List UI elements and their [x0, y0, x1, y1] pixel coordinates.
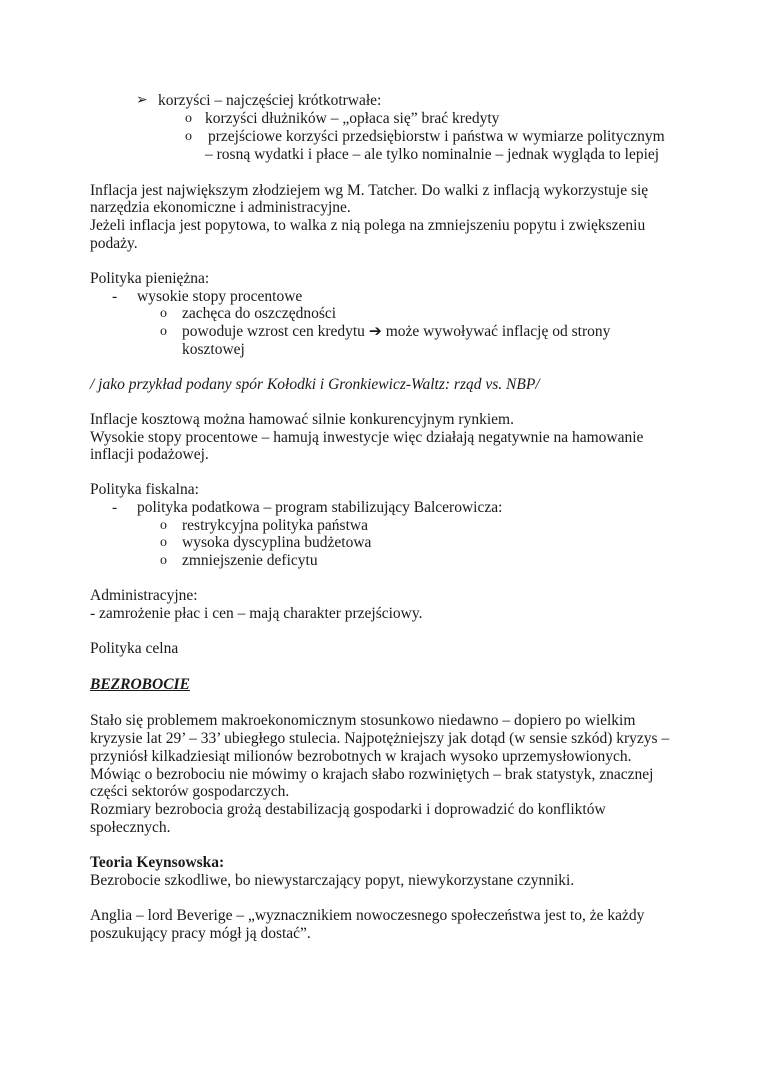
- sub-bullet-text-cont: – rosną wydatki i płace – ale tylko nominalnie – jednak wygląda to lepiej: [205, 146, 660, 163]
- sub-bullet-text: zachęca do oszczędności: [182, 305, 337, 322]
- section-title: Polityka fiskalna:: [90, 481, 199, 498]
- arrow-bullet-icon: ➢: [136, 93, 148, 108]
- sub-bullet-text: zmniejszenie deficytu: [182, 552, 318, 569]
- paragraph-line: inflacji podażowej.: [90, 446, 209, 463]
- right-arrow-icon: ➔: [368, 323, 382, 340]
- circle-bullet-icon: o: [185, 111, 192, 126]
- sub-bullet-text: restrykcyjna polityka państwa: [182, 517, 368, 534]
- paragraph-line: społecznych.: [90, 819, 171, 836]
- sub-bullet-text: [182, 323, 610, 341]
- list-item-text: wysokie stopy procentowe: [137, 288, 303, 305]
- paragraph-line: przyniósł kilkadziesiąt milionów bezrobotnych w krajach wysoko uprzemysłowionych.: [90, 748, 632, 765]
- heading-bezrobocie: BEZROBOCIE: [90, 676, 190, 693]
- circle-bullet-icon: o: [160, 324, 167, 339]
- section-title: Polityka celna: [90, 640, 179, 657]
- paragraph-line: Anglia – lord Beverige – „wyznacznikiem nowoczesnego społeczeństwa jest to, że każdy: [90, 907, 645, 924]
- dash-bullet-icon: -: [112, 288, 118, 305]
- example-note: / jako przykład podany spór Kołodki i Gronkiewicz-Waltz: rząd vs. NBP/: [90, 376, 540, 393]
- circle-bullet-icon: o: [160, 518, 167, 533]
- paragraph-line: Jeżeli inflacja jest popytowa, to walka z nią polega na zmniejszeniu popytu i zwiększeniu: [90, 217, 646, 234]
- sub-bullet-text: przejściowe korzyści przedsiębiorstw i państwa w wymiarze politycznym: [208, 128, 665, 145]
- circle-bullet-icon: o: [160, 306, 167, 321]
- paragraph-line: Wysokie stopy procentowe – hamują inwestycje więc działają negatywnie na hamowanie: [90, 429, 644, 446]
- paragraph-line: Mówiąc o bezrobociu nie mówimy o krajach słabo rozwiniętych – brak statystyk, znacznej: [90, 766, 654, 783]
- main-bullet-text: korzyści – najczęściej krótkotrwałe:: [158, 92, 382, 109]
- paragraph-line: Stało się problemem makroekonomicznym stosunkowo niedawno – dopiero po wielkim: [90, 712, 636, 729]
- paragraph-line: narzędzia ekonomiczne i administracyjne.: [90, 199, 351, 216]
- dash-bullet-icon: -: [112, 499, 118, 516]
- list-item-text: polityka podatkowa – program stabilizujący Balcerowicza:: [137, 499, 503, 516]
- section-title-bold: Teoria Keynsowska:: [90, 854, 225, 871]
- section-title: Administracyjne:: [90, 587, 198, 604]
- paragraph-line: poszukujący pracy mógł ją dostać”.: [90, 925, 311, 942]
- paragraph-line: Bezrobocie szkodliwe, bo niewystarczający popyt, niewykorzystane czynniki.: [90, 872, 575, 889]
- paragraph-line: podaży.: [90, 235, 138, 252]
- paragraph-line: części sektorów gospodarczych.: [90, 783, 290, 800]
- paragraph-line: Rozmiary bezrobocia grożą destabilizacją gospodarki i doprowadzić do konfliktów: [90, 801, 606, 818]
- paragraph-line: kryzysie lat 29’ – 33’ ubiegłego stulecia. Najpotężniejszy jak dotąd (w sensie szkód) kryzys –: [90, 730, 670, 747]
- sub-bullet-text-part: powoduje wzrost cen kredytu: [182, 323, 365, 340]
- paragraph-line: - zamrożenie płac i cen – mają charakter przejściowy.: [90, 605, 423, 622]
- circle-bullet-icon: o: [160, 535, 167, 550]
- section-title: Polityka pieniężna:: [90, 270, 210, 287]
- sub-bullet-text: wysoka dyscyplina budżetowa: [182, 534, 372, 551]
- circle-bullet-icon: o: [160, 553, 167, 568]
- paragraph-line: Inflacja jest największym złodziejem wg M. Tatcher. Do walki z inflacją wykorzystuje się: [90, 182, 649, 199]
- circle-bullet-icon: o: [185, 129, 192, 144]
- sub-bullet-text: korzyści dłużników – „opłaca się” brać kredyty: [205, 110, 500, 127]
- sub-bullet-text-part: może wywoływać inflację od strony: [385, 323, 611, 340]
- sub-bullet-text-cont: kosztowej: [182, 341, 245, 358]
- paragraph-line: Inflacje kosztową można hamować silnie konkurencyjnym rynkiem.: [90, 411, 514, 428]
